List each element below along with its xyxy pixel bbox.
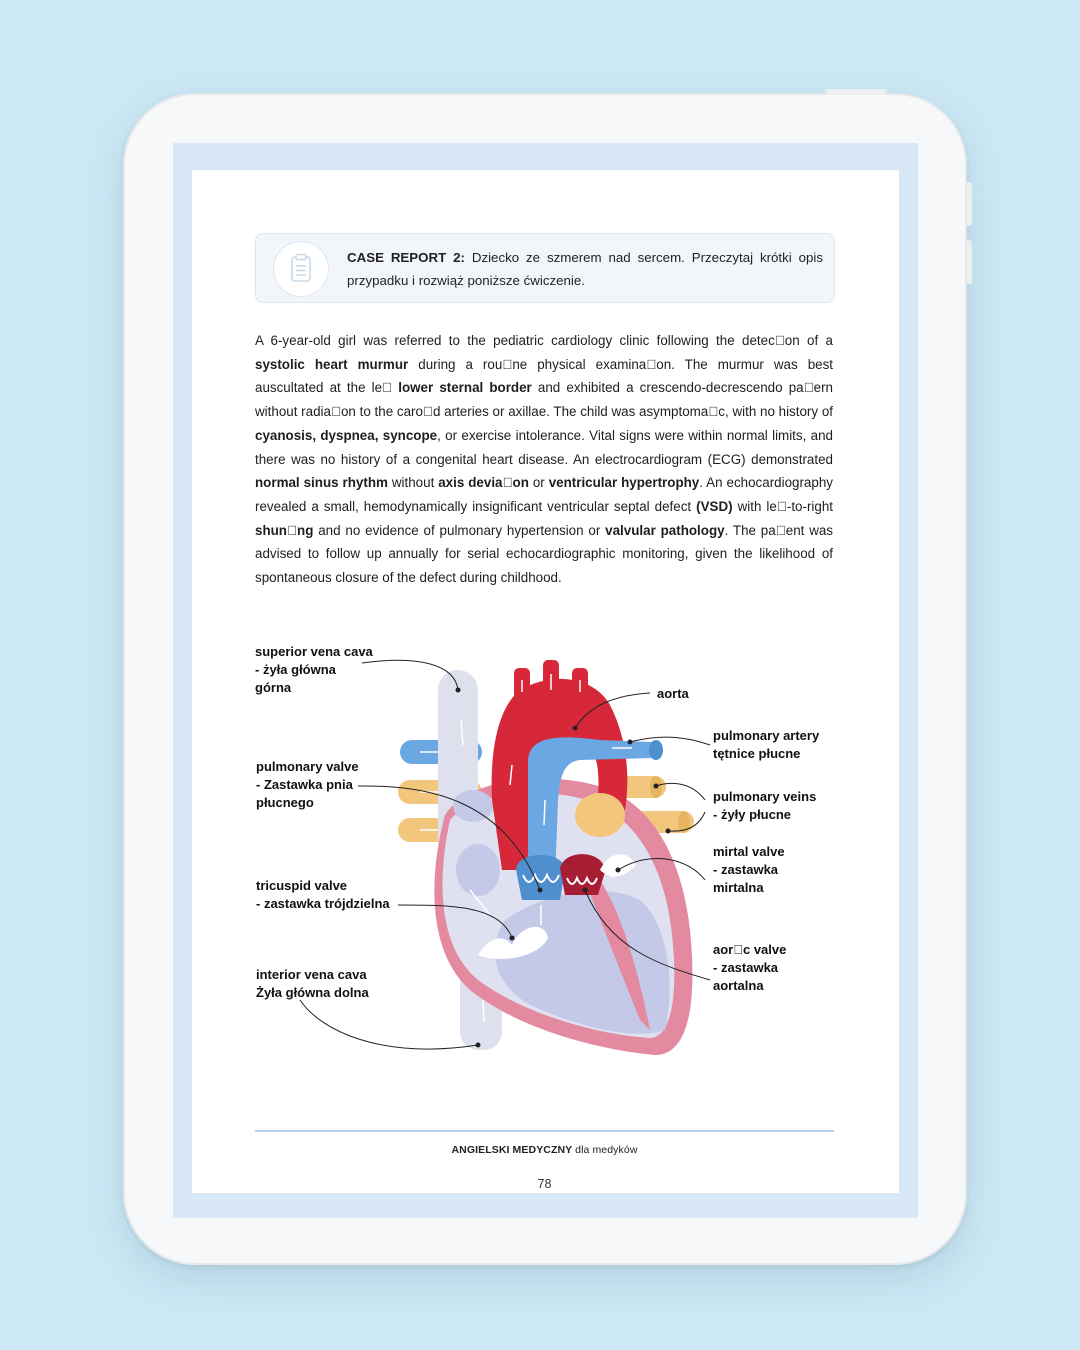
text-run: . An echocardiography revealed a small, hemodynamically insignificant ventricular septal defect [255, 475, 833, 514]
label-line: pulmonary veins [713, 789, 817, 804]
label-aorta [657, 685, 689, 703]
label-superior-vena-cava [255, 643, 373, 697]
label-line: aor c valve [713, 942, 787, 957]
label-line: superior vena cava [255, 644, 373, 659]
label-line: aorta [657, 686, 689, 701]
footer-title-bold: ANGIELSKI MEDYCZNY [451, 1144, 573, 1156]
text-run: during a rou ne physical examina on. The murmur was best auscultated at the le  [255, 356, 833, 396]
text-run: A 6-year-old girl was referred to the pediatric cardiology clinic following the detec on of a [255, 333, 833, 348]
bold-term: cyanosis, dyspnea, syncope [255, 427, 438, 443]
aortic-valve [560, 854, 605, 895]
label-line: tricuspid valve [256, 878, 348, 893]
bold-term: normal sinus rhythm [255, 475, 388, 491]
label-line: mirtalna [713, 880, 764, 895]
case-report-instruction: Dziecko ze szmerem nad sercem. Przeczytaj krótki opis przypadku i rozwiąż poniższe ćwiczenie. [347, 250, 823, 288]
bold-term: valvular pathology [605, 522, 725, 538]
label-aortic-valve [713, 941, 786, 995]
text-run: or [528, 475, 549, 491]
label-line: - zastawka trójdzielna [256, 896, 390, 911]
text-run: with le -to-right [732, 498, 833, 514]
label-tricuspid-valve [256, 877, 390, 913]
label-line: - żyły płucne [713, 807, 792, 822]
right-atrium-blob [456, 844, 500, 896]
label-pulmonary-veins [713, 788, 816, 824]
label-line: - zastawka [713, 960, 779, 975]
label-pulmonary-artery [713, 727, 819, 763]
label-line: górna [255, 680, 292, 695]
label-line: - Zastawka pnia [256, 777, 353, 792]
bold-term: axis devia on [438, 475, 529, 491]
label-line: - zastawka [713, 862, 779, 877]
label-line: płucnego [256, 795, 314, 810]
text-run: . The pa ent was advised to follow up annually for serial echocardiographic monitoring, given the likelihood of spontaneous closure of the defect during childhood. [255, 522, 834, 586]
label-line: pulmonary artery [713, 728, 820, 743]
page-number: 78 [537, 1177, 552, 1191]
bold-term: lower sternal border [398, 380, 532, 396]
left-atrium [575, 793, 625, 837]
label-line: pulmonary valve [256, 759, 359, 774]
label-line: aortalna [713, 978, 764, 993]
text-run: , or exercise intolerance. Vital signs were within normal limits, and there was no history of a congenital heart disease. An electrocardiogram (ECG) demonstrated [255, 427, 833, 467]
label-line: - żyła główna [255, 662, 336, 677]
footer-title-light: dla medyków [575, 1144, 638, 1156]
label-pulmonary-valve [256, 758, 359, 812]
right-atrium-highlight [453, 790, 493, 822]
footer-divider [255, 1130, 834, 1132]
label-line: Żyła główna dolna [256, 985, 369, 1000]
label-mitral-valve [713, 843, 785, 897]
footer-book-title [255, 1144, 834, 1156]
bold-term: shun ng [255, 522, 314, 538]
text-run: without [387, 475, 439, 491]
case-report-label: CASE REPORT 2: [347, 250, 465, 265]
label-line: interior vena cava [256, 967, 367, 982]
label-inferior-vena-cava [256, 966, 369, 1002]
text-run: and exhibited a crescendo-decrescendo pa ern without radia on to the caro d arteries or axillae. The child was asymptoma c, with no history of [255, 380, 833, 420]
bold-term: systolic heart murmur [255, 356, 409, 372]
bold-term: ventricular hypertrophy [548, 475, 700, 491]
text-run: and no evidence of pulmonary hypertension or [313, 522, 606, 538]
bold-term: (VSD) [696, 498, 733, 514]
label-line: mirtal valve [713, 844, 785, 859]
label-line: tętnice płucne [713, 746, 801, 761]
